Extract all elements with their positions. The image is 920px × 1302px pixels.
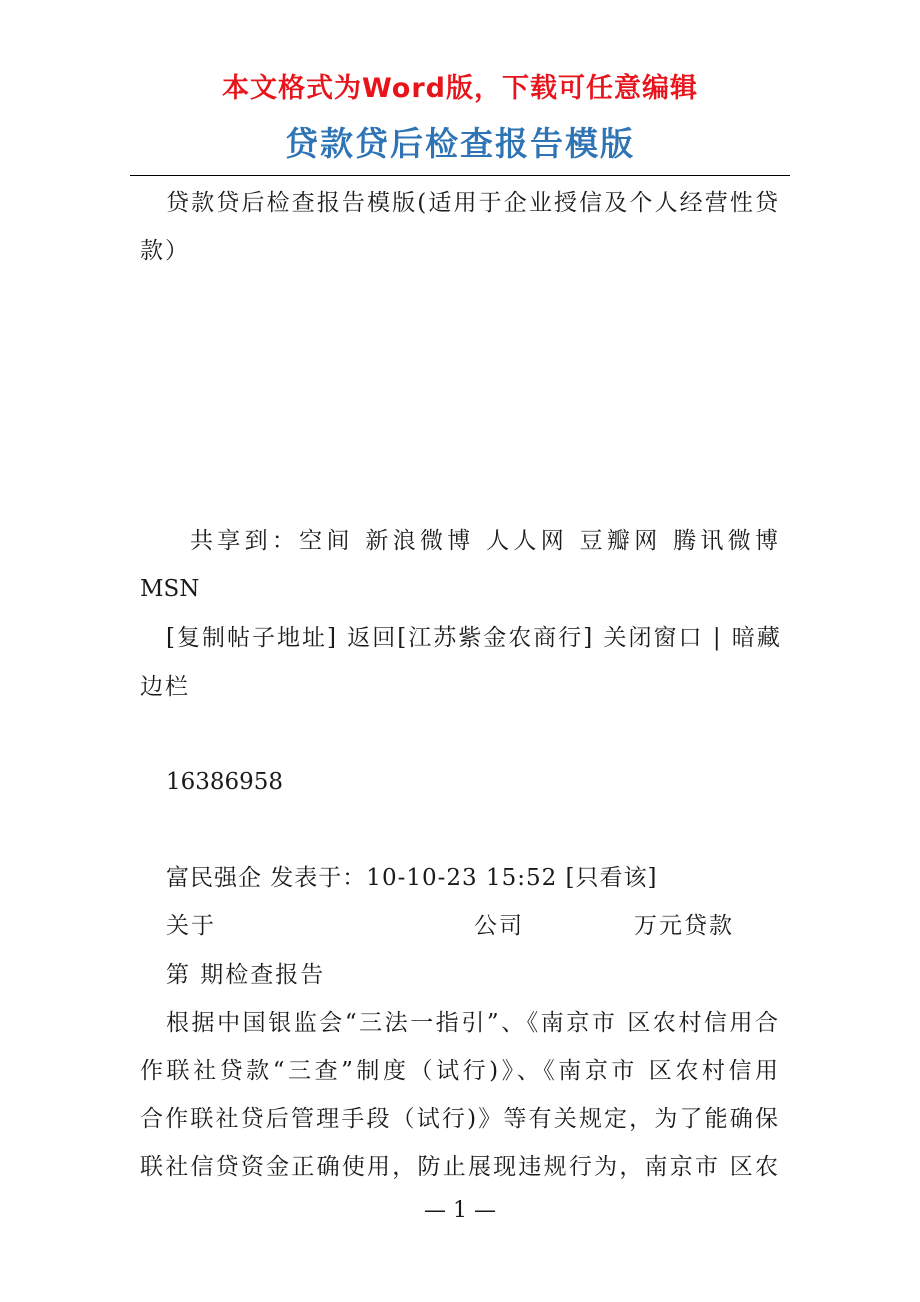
paragraph-line-3: 合作联社贷后管理手段（试行)》等有关规定，为了能确保 — [140, 1106, 780, 1132]
header-rule — [130, 175, 790, 176]
paragraph-line-4: 联社信贷资金正确使用，防止展现违规行为，南京市 区农 — [140, 1154, 780, 1180]
paragraph-line-2: 作联社贷款“三查”制度（试行)》、《南京市 区农村信用 — [140, 1058, 780, 1084]
paragraph-line-1: 根据中国银监会“三法一指引”、《南京市 区农村信用合 — [166, 1010, 780, 1036]
subject-loan: 万元贷款 — [634, 913, 734, 939]
links-line-2: 边栏 — [140, 674, 190, 700]
share-line-1: 共享到：空间 新浪微博 人人网 豆瓣网 腾讯微博 — [190, 528, 780, 554]
post-meta: 富民强企 发表于：10-10-23 15:52 [只看该] — [166, 865, 658, 891]
period-line: 第 期检查报告 — [166, 962, 326, 988]
document-title: 贷款贷后检查报告模版 — [285, 124, 635, 163]
share-line-2: MSN — [140, 576, 200, 602]
banner-notice: 本文格式为Word版，下载可任意编辑 — [221, 73, 698, 104]
page-number: — 1 — — [424, 1198, 496, 1223]
links-line-1: [复制帖子地址] 返回[江苏紫金农商行] 关闭窗口 | 暗藏 — [166, 625, 782, 651]
subject-about: 关于 — [166, 913, 216, 939]
subject-company: 公司 — [474, 913, 524, 939]
intro-line-2: 款） — [140, 238, 190, 264]
intro-line-1: 贷款贷后检查报告模版(适用于企业授信及个人经营性贷 — [166, 190, 780, 216]
post-id: 16386958 — [166, 769, 284, 795]
